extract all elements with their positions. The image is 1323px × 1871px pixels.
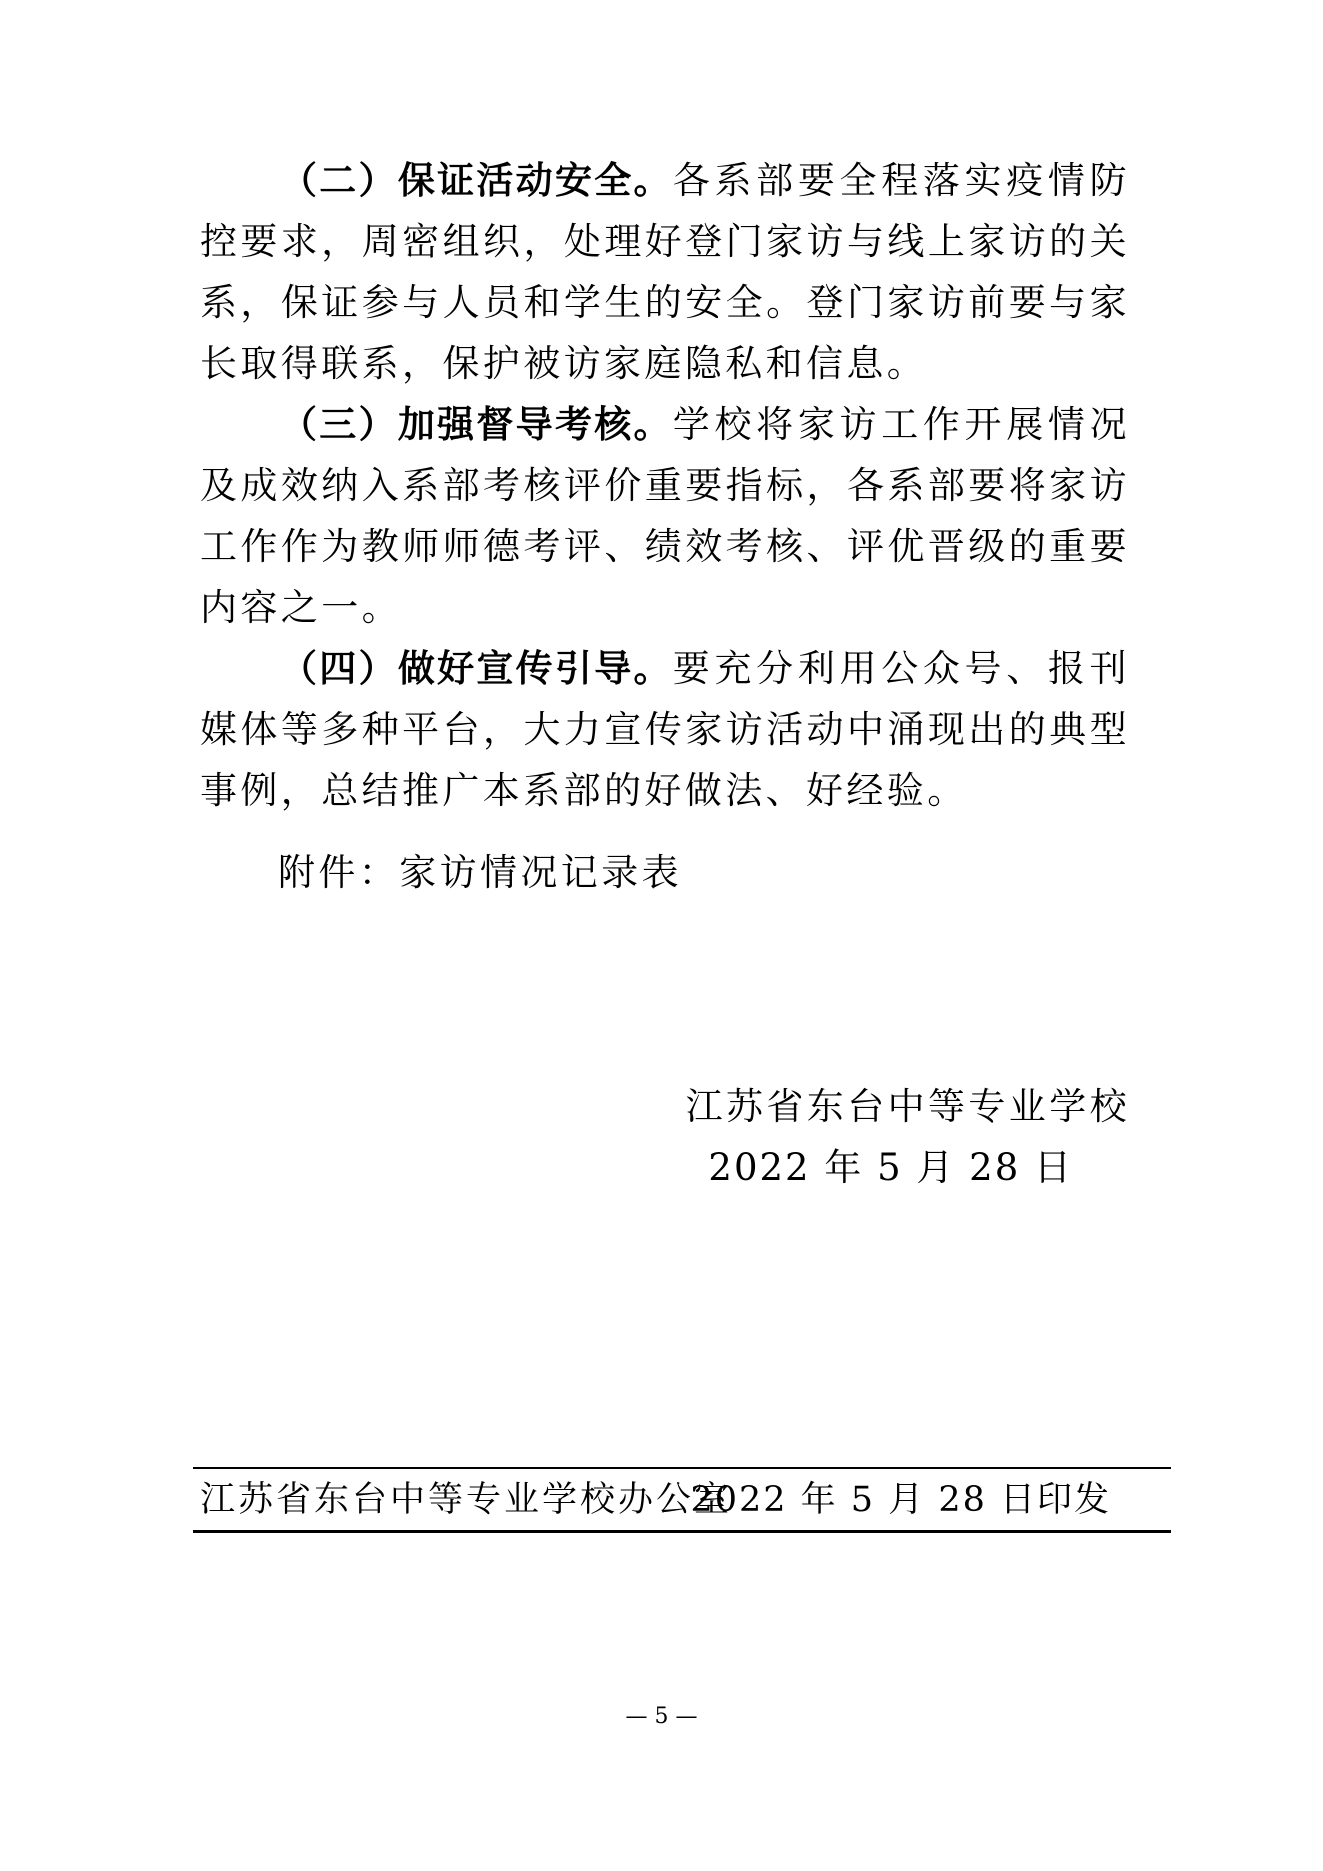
page-number: — 5 —	[625, 1704, 698, 1729]
signature-date: 2022 年 5 月 28 日	[708, 1146, 1073, 1189]
section-heading-2: （二）保证活动安全。	[280, 159, 673, 202]
section-paragraph-2	[200, 150, 1130, 394]
section-text-3: 学校将家访工作开展情况及成效纳入系部考核评价重要指标，各系部要将家访工作作为教师师德考评、绩效考核、评优晋级的重要内容之一。	[200, 403, 1130, 629]
footer-issuing-office: 江苏省东台中等专业学校办公室	[200, 1480, 733, 1520]
document-body	[200, 150, 1130, 821]
attachment-line: 附件：家访情况记录表	[278, 851, 682, 894]
footer-top-rule	[193, 1467, 1171, 1469]
section-heading-4: （四）做好宣传引导。	[280, 647, 673, 690]
section-text-2: 各系部要全程落实疫情防控要求，周密组织，处理好登门家访与线上家访的关系，保证参与人员和学生的安全。登门家访前要与家长取得联系，保护被访家庭隐私和信息。	[200, 159, 1130, 385]
signature-organization: 江苏省东台中等专业学校	[685, 1085, 1130, 1128]
section-text-4: 要充分利用公众号、报刊媒体等多种平台，大力宣传家访活动中涌现出的典型事例，总结推广本系部的好做法、好经验。	[200, 647, 1130, 812]
section-heading-3: （三）加强督导考核。	[280, 403, 673, 446]
section-paragraph-4	[200, 638, 1130, 821]
footer-issue-date: 2022 年 5 月 28 日印发	[690, 1480, 1111, 1520]
section-paragraph-3	[200, 394, 1130, 638]
footer-bottom-rule	[193, 1530, 1171, 1533]
